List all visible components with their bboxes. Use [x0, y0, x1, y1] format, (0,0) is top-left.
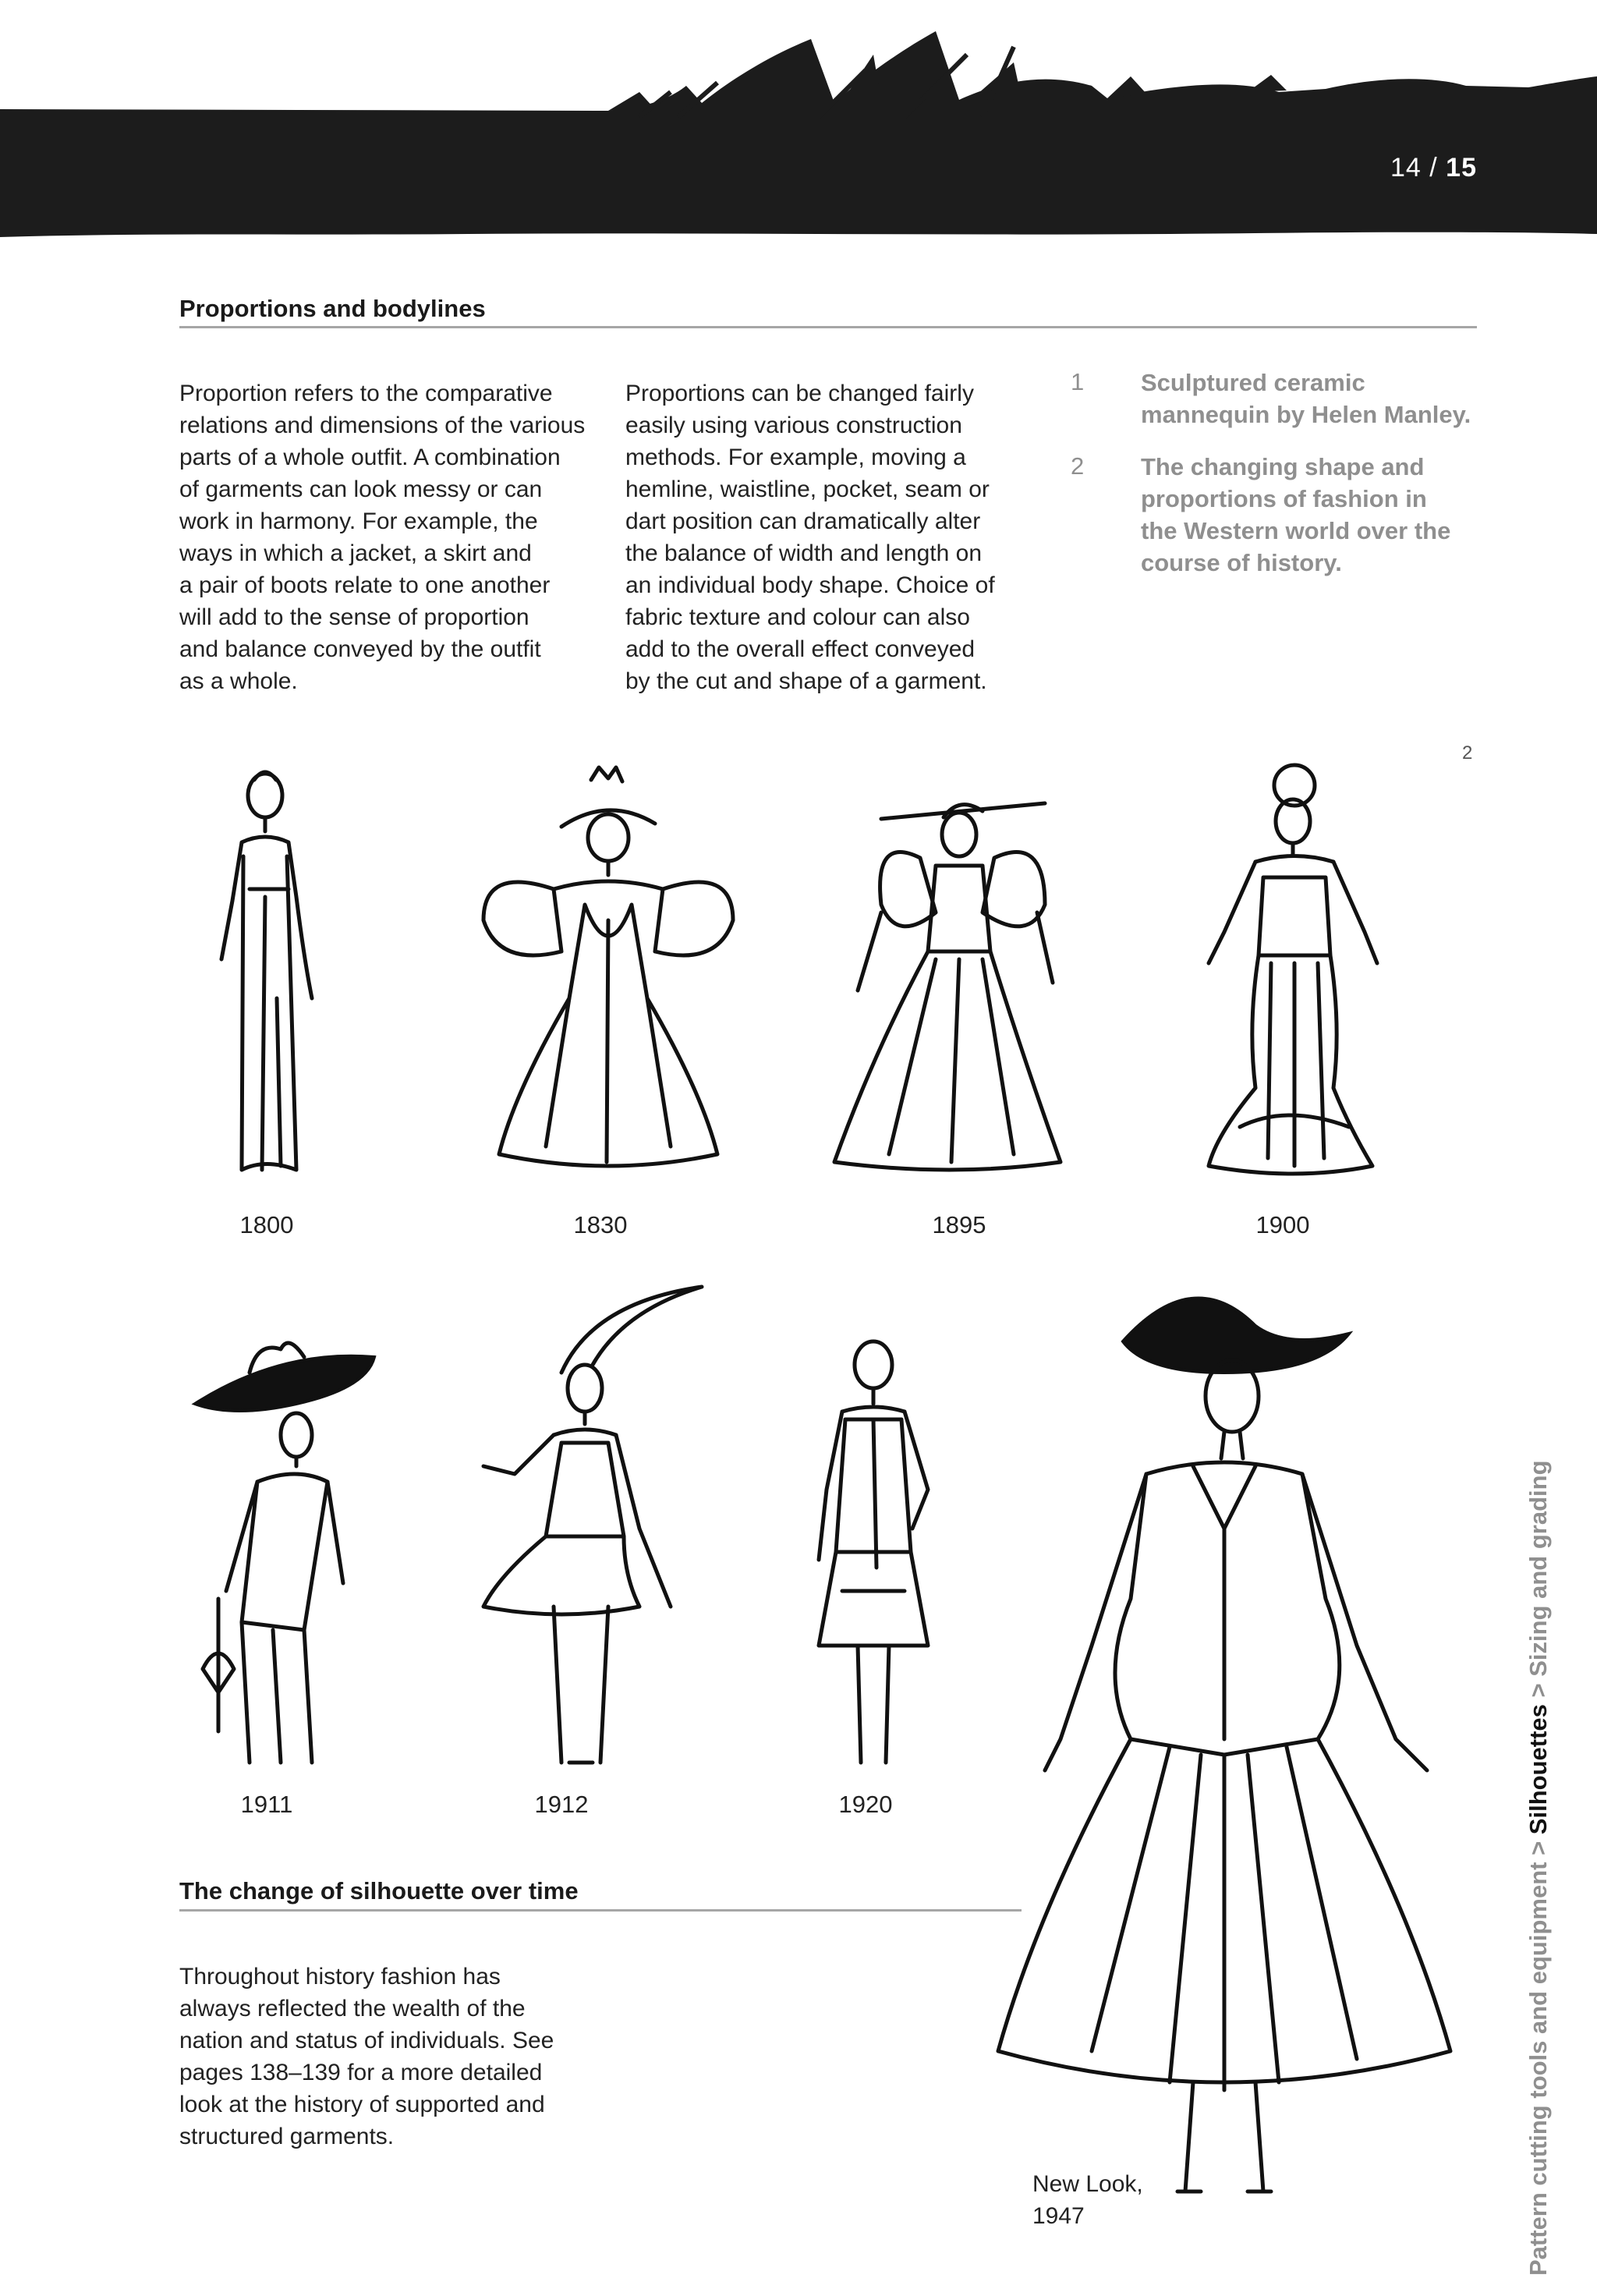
year-label-1911: 1911 — [240, 1791, 293, 1818]
page-number — [1326, 153, 1477, 183]
fashion-sketch-1912 — [468, 1279, 717, 1778]
year-label-1912: 1912 — [534, 1791, 589, 1818]
body-column-1: Proportion refers to the comparative relations and dimensions of the various parts of a whole outfit. A combination of garments can look messy or can work in harmony. For example, the ways in which a jacket, a skirt and a pair of boots relate to one another will add to the sense of proportion and balance conveyed by the outfit as a whole. — [179, 381, 586, 694]
fashion-sketch-1830 — [468, 764, 749, 1185]
breadcrumb-pattern-cutting[interactable]: Pattern cutting tools and equipment — [1524, 1862, 1552, 2276]
page-right: 15 — [1446, 153, 1477, 182]
side-breadcrumb — [1524, 1379, 1559, 2276]
fashion-sketch-1900 — [1193, 760, 1380, 1182]
caption-number-2: 2 — [1071, 452, 1085, 480]
section-title-proportions: Proportions and bodylines — [179, 295, 486, 322]
new-look-label: New Look, 1947 — [1032, 2171, 1143, 2229]
caption-text-2: The changing shape and proportions of fashion in the Western world over the course of history. — [1141, 453, 1451, 576]
body-column-2: Proportions can be changed fairly easily using various construction methods. For example, moving a hemline, waistline, pocket, seam or dart position can dramatically alter the balance of width and length on an individual body shape. Choice of fabric texture and colour can also add to the overall effect conveyed by the cut and shape of a garment. — [625, 381, 995, 694]
breadcrumb-silhouettes[interactable]: Silhouettes — [1524, 1704, 1552, 1835]
section-rule-2 — [179, 1909, 1022, 1912]
breadcrumb-separator: > — [1524, 1676, 1552, 1705]
header-band — [0, 0, 1597, 250]
caption-number-1: 1 — [1071, 368, 1085, 395]
fashion-sketch-1911 — [187, 1326, 382, 1778]
page-separator: / — [1429, 153, 1438, 182]
fashion-sketch-1800 — [187, 764, 343, 1185]
body-silhouette: Throughout history fashion has always reflected the wealth of the nation and status of individuals. See pages 138–139 for a more detailed look at the history of supported and structured garments. — [179, 1964, 554, 2149]
fashion-sketch-1920 — [795, 1334, 951, 1778]
fashion-sketch-new-look-1947 — [990, 1271, 1458, 2207]
year-label-1895: 1895 — [932, 1211, 986, 1238]
section-title-silhouette: The change of silhouette over time — [179, 1877, 579, 1904]
caption-text-1: Sculptured ceramic mannequin by Helen Manley. — [1141, 369, 1471, 428]
year-label-1900: 1900 — [1255, 1211, 1310, 1238]
figure-label: 2 — [1462, 742, 1473, 764]
breadcrumb-sizing-grading[interactable]: Sizing and grading — [1524, 1460, 1552, 1677]
year-label-1920: 1920 — [838, 1791, 893, 1818]
year-label-1800: 1800 — [239, 1211, 294, 1238]
breadcrumb-separator: > — [1524, 1834, 1552, 1862]
page-left: 14 — [1390, 153, 1422, 182]
year-label-1830: 1830 — [573, 1211, 628, 1238]
section-rule — [179, 326, 1477, 328]
fashion-sketch-1895 — [827, 772, 1068, 1178]
